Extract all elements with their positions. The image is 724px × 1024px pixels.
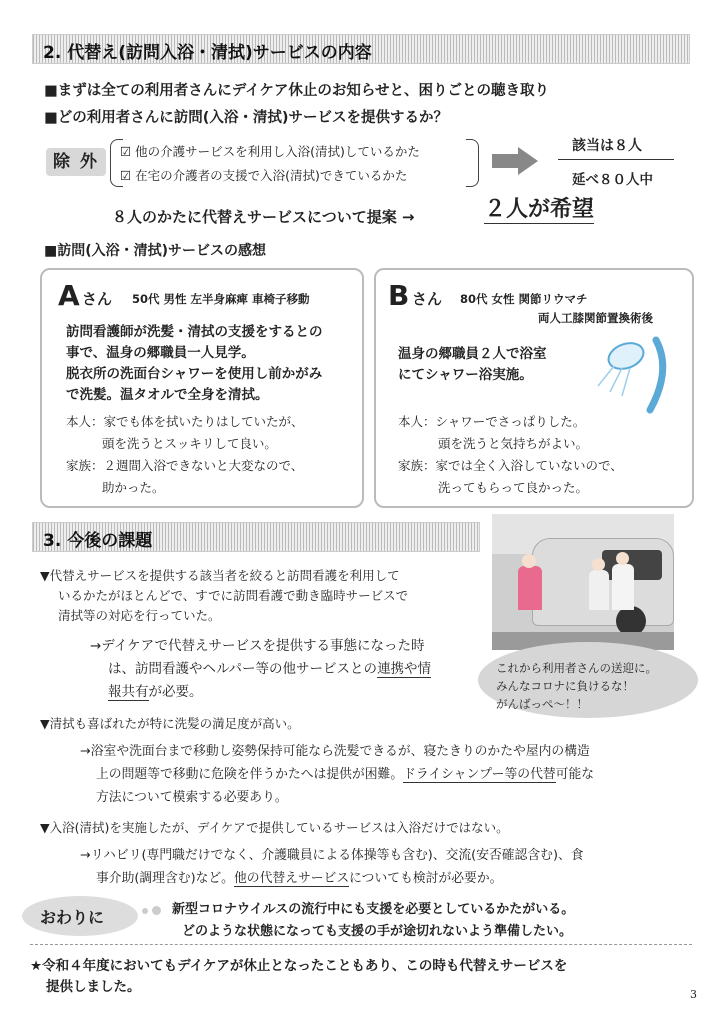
closing-label: おわりに <box>40 908 105 927</box>
issue1-line1: ▼代替えサービスを提供する該当者を絞ると訪問看護を利用して <box>40 568 400 583</box>
closing-line2: どのような状態になっても支援の手が途切れないよう準備したい。 <box>182 924 573 939</box>
issue1-line3: 清拭等の対応を行っていた。 <box>58 608 221 623</box>
person-a-desc1: 訪問看護師が洗髪・清拭の支援をするとの <box>66 324 323 340</box>
divider <box>558 159 674 160</box>
issue1-line6-text: が必要。 <box>148 684 203 700</box>
hope-text: ２人が希望 <box>484 197 595 222</box>
exclude-check1: ☑ 他の介護サービスを利用し入浴(清拭)しているかた <box>120 144 420 159</box>
exclude-badge <box>46 148 106 176</box>
person-b-self1: 本人：シャワーでさっぱりした。 <box>398 414 586 429</box>
person-b-family2: 洗ってもらって良かった。 <box>438 480 589 495</box>
bubble-line2: みんなコロナに負けるな！ <box>496 679 634 693</box>
issue1-line4: →デイケアで代替えサービスを提供する事態になった時 <box>90 638 425 654</box>
issue3-line3-underline: 他の代替えサービス <box>233 871 350 886</box>
intro-line2: ■どの利用者さんに訪問(入浴・清拭)サービスを提供するか？ <box>44 110 448 126</box>
person-a-self2: 頭を洗うとスッキリして良い。 <box>102 436 277 451</box>
page-number: 3 <box>690 988 697 1001</box>
footer-divider <box>30 944 692 945</box>
person-b-letter: B <box>388 279 410 312</box>
person-a-desc3: 脱衣所の洗面台シャワーを使用し前かがみ <box>66 366 323 382</box>
footer-note2: 提供しました。 <box>46 979 141 995</box>
bubble-line1: これから利用者さんの送迎に。 <box>496 661 657 675</box>
person-a-self1: 本人：家でも体を拭いたりはしていたが、 <box>66 414 304 429</box>
issue1-line6 <box>108 680 203 700</box>
issue2-line2: →浴室や洗面台まで移動し姿勢保持可能なら洗髪できるが、寝たきりのかたや屋内の構造 <box>80 744 590 759</box>
person-a-san: さん <box>82 290 113 308</box>
intro-line1: ■まずは全ての利用者さんにデイケア休止のお知らせと、困りごとの聴き取り <box>44 83 549 99</box>
closing-line1: 新型コロナウイルスの流行中にも支援を必要としているかたがいる。 <box>172 902 575 917</box>
issue2-line1: ▼清拭も喜ばれたが特に洗髪の満足度が高い。 <box>40 716 300 731</box>
issue1-line2: いるかたがほとんどで、すでに訪問看護で動き臨時サービスで <box>58 588 409 603</box>
issue1-line5-underline: 連携や情 <box>377 661 432 677</box>
issue3-line3-tail: についても検討が必要か。 <box>349 871 503 886</box>
person-b-profile2: 両人工膝関節置換術後 <box>538 311 653 325</box>
person-b-desc1: 温身の郷職員２人で浴室 <box>398 346 547 362</box>
bubble-line3: がんばっぺ〜！！ <box>496 697 588 711</box>
person-b-san: さん <box>412 290 443 308</box>
person-b-panel <box>374 268 694 508</box>
person-b-self2: 頭を洗うと気持ちがよい。 <box>438 436 589 451</box>
total-count: 延べ８０人中 <box>572 172 653 188</box>
issue2-line3 <box>96 763 594 782</box>
person-a-profile: 50代 男性 左半身麻痺 車椅子移動 <box>132 292 310 306</box>
issue3-line3 <box>96 867 502 886</box>
section2-header <box>32 34 690 64</box>
applicable-count: 該当は８人 <box>572 138 642 154</box>
impression-heading: ■訪問(入浴・清拭)サービスの感想 <box>44 243 267 259</box>
staff-photo <box>492 514 674 650</box>
cloud-dot <box>152 906 161 915</box>
issue3-line2: →リハビリ(専門職だけでなく、介護職員による体操等も含む)、交流(安否確認含む)、食 <box>80 848 584 863</box>
issue3-line3-text: 事介助(調理含む)など。 <box>96 871 234 886</box>
right-brace <box>466 139 479 187</box>
issue2-line3-text: 上の問題等で移動に危険を伴うかたへは提供が困難。 <box>96 767 404 782</box>
person-a-panel <box>40 268 364 508</box>
issue1-line6-underline: 報共有 <box>108 684 149 700</box>
issue2-line4: 方法について模索する必要あり。 <box>96 790 288 805</box>
footer-note1: ★令和４年度においてもデイケアが休止となったこともあり、この時も代替えサービスを <box>30 958 568 974</box>
issue2-line3-tail: 可能な <box>555 767 595 782</box>
person-b-desc2: にてシャワー浴実施。 <box>398 367 533 383</box>
section3-title: 3. 今後の課題 <box>43 531 153 551</box>
section2-title: 2. 代替え(訪問入浴・清拭)サービスの内容 <box>43 43 372 63</box>
section3-header <box>32 522 480 552</box>
issue3-line1: ▼入浴(清拭)を実施したが、デイケアで提供しているサービスは入浴だけではない。 <box>40 820 509 835</box>
person-a-desc2: 事で、温身の郷職員一人見学。 <box>66 345 255 361</box>
proposal-text: ８人のかたに代替えサービスについて提案 → <box>112 208 415 226</box>
person-b-family1: 家族：家では全く入浴していないので、 <box>398 458 623 473</box>
exclude-check2: ☑ 在宅の介護者の支援で入浴(清拭)できているかた <box>120 168 408 183</box>
right-arrow-icon <box>490 146 540 176</box>
issue1-line5 <box>108 657 431 677</box>
shower-head-icon <box>586 330 676 420</box>
cloud-dot <box>142 908 148 914</box>
person-a-family2: 助かった。 <box>102 480 165 495</box>
person-b-profile1: 80代 女性 関節リウマチ <box>460 292 588 306</box>
person-a-family1: 家族：２週間入浴できないと大変なので、 <box>66 458 304 473</box>
person-a-letter: A <box>58 279 80 312</box>
issue1-line5-text: は、訪問看護やヘルパー等の他サービスとの <box>108 661 378 677</box>
issue2-line3-underline: ドライシャンプー等の代替 <box>403 767 556 782</box>
person-a-desc4: で洗髪。温タオルで全身を清拭。 <box>66 387 269 403</box>
exclude-label: 除 外 <box>53 152 99 172</box>
